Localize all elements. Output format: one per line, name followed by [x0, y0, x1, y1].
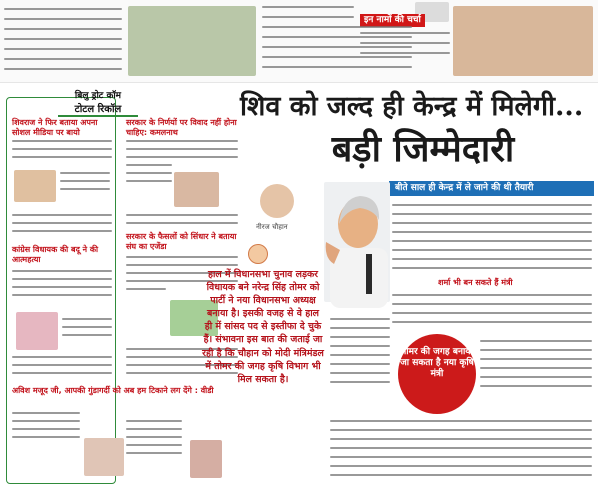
mid-text-line — [126, 172, 172, 174]
sidebar-text-line — [12, 412, 80, 414]
sidebar-text-line — [12, 436, 80, 438]
mid-text-line — [126, 288, 166, 290]
top-photo-portraits — [453, 6, 593, 76]
sidebar-text-line — [12, 420, 80, 422]
article-text-line — [392, 267, 592, 269]
article-text-line — [480, 349, 592, 351]
sidebar-text-line — [12, 214, 112, 216]
author-avatar — [260, 184, 294, 218]
sidebar-text-line — [62, 334, 112, 336]
sidebar-headline-2: सरकार के निर्णयों पर विवाद नहीं होना चाहिए: कमलनाथ — [126, 118, 237, 137]
sidebar-text-line — [12, 294, 112, 296]
main-headline-top: शिव को जल्द ही केन्द्र में मिलेगी... — [240, 91, 584, 122]
main-headline-big: बड़ी जिम्मेदारी — [331, 128, 515, 170]
top-text-line — [360, 52, 450, 54]
sidebar-text-line — [62, 318, 112, 320]
sidebar-text-line — [12, 356, 112, 358]
mid-text-line — [126, 148, 238, 150]
top-text-line — [4, 8, 122, 10]
sidebar-text-line — [12, 364, 112, 366]
sidebar-text-line — [12, 372, 112, 374]
article-text-line — [330, 447, 592, 449]
sidebar-text-line — [12, 278, 112, 280]
top-text-line — [360, 32, 450, 34]
mid-text-line — [126, 444, 182, 446]
sidebar-headline-1: शिवराज ने फिर बताया अपना सोशल मीडिया पर बायो — [12, 118, 98, 137]
sidebar-text-line — [12, 270, 112, 272]
mid-text-line — [126, 264, 238, 266]
sidebar-headline-4: सरकार के फैसलों को सिंधार ने बताया संघ का एजेंडा — [126, 232, 237, 251]
sidebar-headline-5: अविश मजूद जी, आपकी गुंडागर्दी को अब हम टिकाने लग देंगे : वीडी — [12, 386, 214, 395]
highlight-sticker: तोमर की जगह बनाया जा सकता है नया कृषि मंत्री — [398, 334, 476, 414]
sidebar-text-line — [12, 222, 112, 224]
speaker-illustration — [322, 182, 390, 310]
sidebar-photo-5 — [84, 438, 124, 476]
top-text-line — [262, 26, 412, 28]
sidebar-photo-2 — [174, 172, 219, 207]
article-text-line — [330, 465, 592, 467]
sidebar-text-line — [62, 326, 112, 328]
sidebar-text-line — [12, 428, 80, 430]
sidebar-text-line — [12, 148, 112, 150]
top-text-line — [4, 38, 122, 40]
sidebar-text-line — [12, 140, 112, 142]
top-text-line — [360, 42, 450, 44]
sidebar-photo-1 — [14, 170, 56, 202]
blue-strap: बीते साल ही केन्द्र में ले जाने की थी तैयारी — [389, 181, 594, 196]
article-text-line — [392, 258, 592, 260]
sidebar-text-line — [12, 286, 112, 288]
top-text-line — [262, 6, 354, 8]
brand-line-2: टोटल रिकॉल — [58, 101, 138, 117]
article-text-line — [330, 345, 390, 347]
article-text-line — [392, 240, 592, 242]
brand-line-1: बिलु ड्रोट कॉम — [74, 91, 122, 101]
article-text-line — [330, 429, 592, 431]
sidebar-photo-3 — [16, 312, 58, 350]
mid-text-line — [126, 452, 182, 454]
article-text-line — [480, 385, 592, 387]
article-text-line — [330, 327, 390, 329]
mid-text-line — [126, 140, 238, 142]
article-text-line — [392, 231, 592, 233]
article-text-line — [480, 376, 592, 378]
article-text-line — [330, 336, 390, 338]
article-text-line — [330, 381, 390, 383]
article-text-line — [392, 312, 592, 314]
pull-quote: हाल में विधानसभा चुनाव लड़कर विधायक बने नरेन्द्र सिंह तोमर को पार्टी ने नया विधानसभा अध्यक्ष बनाया है। इसकी वजह से वे हाल ही में सांसद पद से इस्तीफा दे चुके हैं। संभावना इस बात की जताई जा रही है कि चौहान को मोदी मंत्रिमंडल में तोमर की जगह कृषि विभाग भी मिल सकता है। — [202, 269, 324, 385]
article-text-line — [392, 303, 592, 305]
mid-text-line — [126, 428, 182, 430]
article-text-line — [330, 438, 592, 440]
article-text-line — [330, 474, 592, 476]
sidebar-headline-3: कांग्रेस विधायक की बदू ने की आत्महत्या — [12, 245, 99, 264]
mid-text-line — [126, 420, 182, 422]
mid-text-line — [126, 214, 238, 216]
top-photo-buildings — [128, 6, 256, 76]
top-text-line — [262, 16, 354, 18]
article-text-line — [330, 420, 592, 422]
top-text-line — [262, 66, 412, 68]
article-text-line — [392, 213, 592, 215]
mid-text-line — [126, 180, 172, 182]
sidebar-text-line — [12, 156, 112, 158]
article-text-line — [330, 318, 390, 320]
sidebar-text-line — [12, 230, 112, 232]
sidebar-text-line — [60, 172, 110, 174]
article-text-line — [480, 340, 592, 342]
top-text-line — [4, 58, 122, 60]
article-text-line — [480, 358, 592, 360]
article-text-line — [330, 354, 390, 356]
article-subhead: शर्मा भी बन सकते हैं मंत्री — [438, 278, 513, 287]
article-text-line — [392, 249, 592, 251]
article-text-line — [330, 456, 592, 458]
top-text-line — [262, 36, 412, 38]
top-text-line — [262, 46, 412, 48]
article-text-line — [392, 294, 592, 296]
article-text-line — [480, 367, 592, 369]
logo-mark — [248, 244, 268, 264]
mid-text-line — [126, 436, 182, 438]
top-text-line — [4, 18, 122, 20]
top-tag-names-discussion: इन नामों की चर्चा — [360, 14, 425, 27]
sidebar-text-line — [60, 180, 110, 182]
article-text-line — [330, 372, 390, 374]
top-text-line — [262, 56, 412, 58]
sidebar-photo-6 — [190, 440, 222, 478]
top-text-line — [4, 68, 122, 70]
mid-text-line — [126, 222, 238, 224]
article-text-line — [330, 363, 390, 365]
mid-text-line — [126, 156, 238, 158]
top-text-line — [4, 28, 122, 30]
article-text-line — [392, 204, 592, 206]
author-caption: नीरज चौहान — [256, 223, 288, 231]
top-text-line — [4, 48, 122, 50]
article-text-line — [392, 321, 592, 323]
mid-text-line — [126, 164, 172, 166]
article-text-line — [392, 222, 592, 224]
sidebar-text-line — [60, 188, 110, 190]
sidebar-brand — [58, 88, 138, 115]
mid-text-line — [126, 256, 238, 258]
